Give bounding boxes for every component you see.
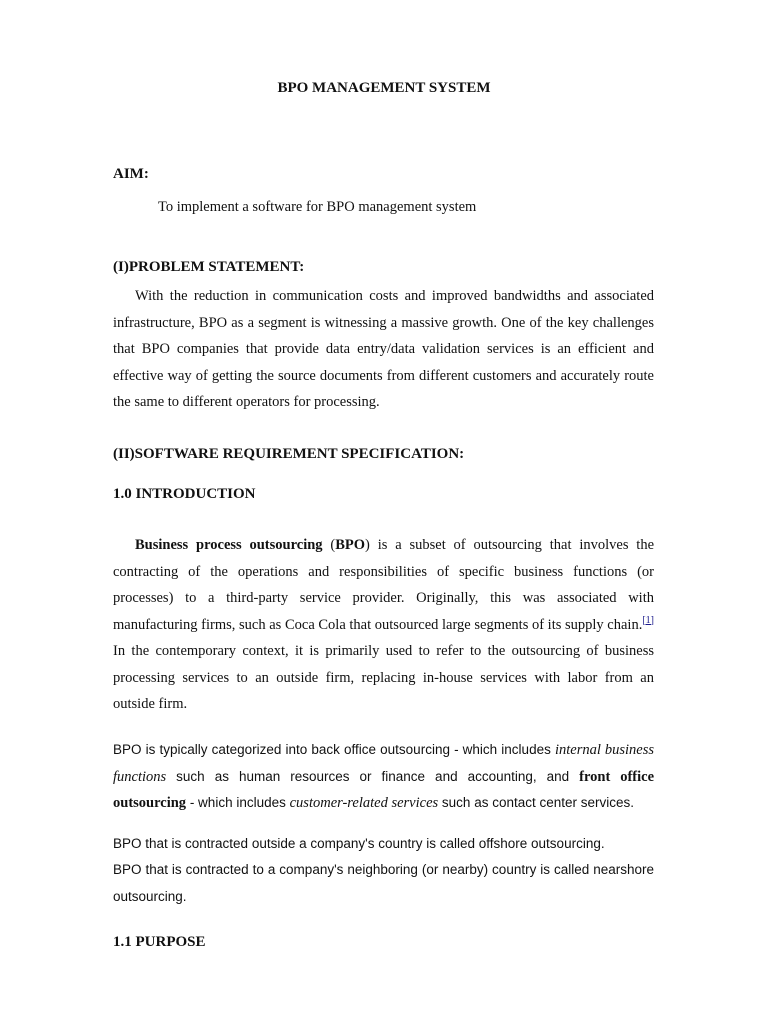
categories-italic-1: internal business functions <box>113 742 654 785</box>
categories-text-4: such as contact center services. <box>438 795 635 810</box>
aim-heading: AIM: <box>113 166 149 182</box>
citation-link[interactable]: [1] <box>642 614 654 626</box>
purpose-heading: 1.1 PURPOSE <box>113 934 206 950</box>
intro-text-1: ) is a subset of outsourcing that involves the contracting of the operations and responsibilities of specific business functions (or processes) to a third-party service provider. Originally, this was associated with manufacturing firms, such as Coca Cola that outsourced large segments of its supply chain. <box>113 537 655 633</box>
nearshore-paragraph: BPO that is contracted to a company's neighboring (or nearby) country is called nearshore outsourcing. <box>113 862 654 904</box>
problem-heading: (I)PROBLEM STATEMENT: <box>113 259 305 275</box>
srs-heading: (II)SOFTWARE REQUIREMENT SPECIFICATION: <box>113 446 465 462</box>
intro-heading: 1.0 INTRODUCTION <box>113 486 256 502</box>
intro-open-paren: ( <box>322 537 336 553</box>
categories-paragraph <box>113 737 654 817</box>
intro-text-2: In the contemporary context, it is primarily used to refer to the outsourcing of business processing services to an outside firm, replacing in-house services with labor from an outside firm. <box>113 643 654 712</box>
aim-text: To implement a software for BPO management system <box>158 199 477 215</box>
problem-text: With the reduction in communication costs and improved bandwidths and associated infrastructure, BPO as a segment is witnessing a massive growth. One of the key challenges that BPO companies that provide data entry/data validation services is an efficient and effective way of getting the source documents from different customers and accurately route the same to different operators for processing. <box>113 288 654 410</box>
document-title: BPO MANAGEMENT SYSTEM <box>277 80 491 96</box>
intro-bold-term: Business process outsourcing <box>135 537 323 553</box>
problem-paragraph <box>113 283 654 416</box>
categories-bold-1: front office outsourcing <box>113 768 655 811</box>
categories-text-3: - which includes <box>186 795 290 810</box>
categories-text-1: BPO is typically categorized into back office outsourcing - which includes <box>113 742 555 757</box>
categories-italic-2: customer-related services <box>289 795 439 811</box>
intro-abbr: BPO <box>335 537 366 553</box>
intro-paragraph <box>113 532 654 718</box>
categories-text-2: such as human resources or finance and accounting, and <box>166 768 580 784</box>
offshore-paragraph: BPO that is contracted outside a company's country is called offshore outsourcing. <box>113 836 605 851</box>
